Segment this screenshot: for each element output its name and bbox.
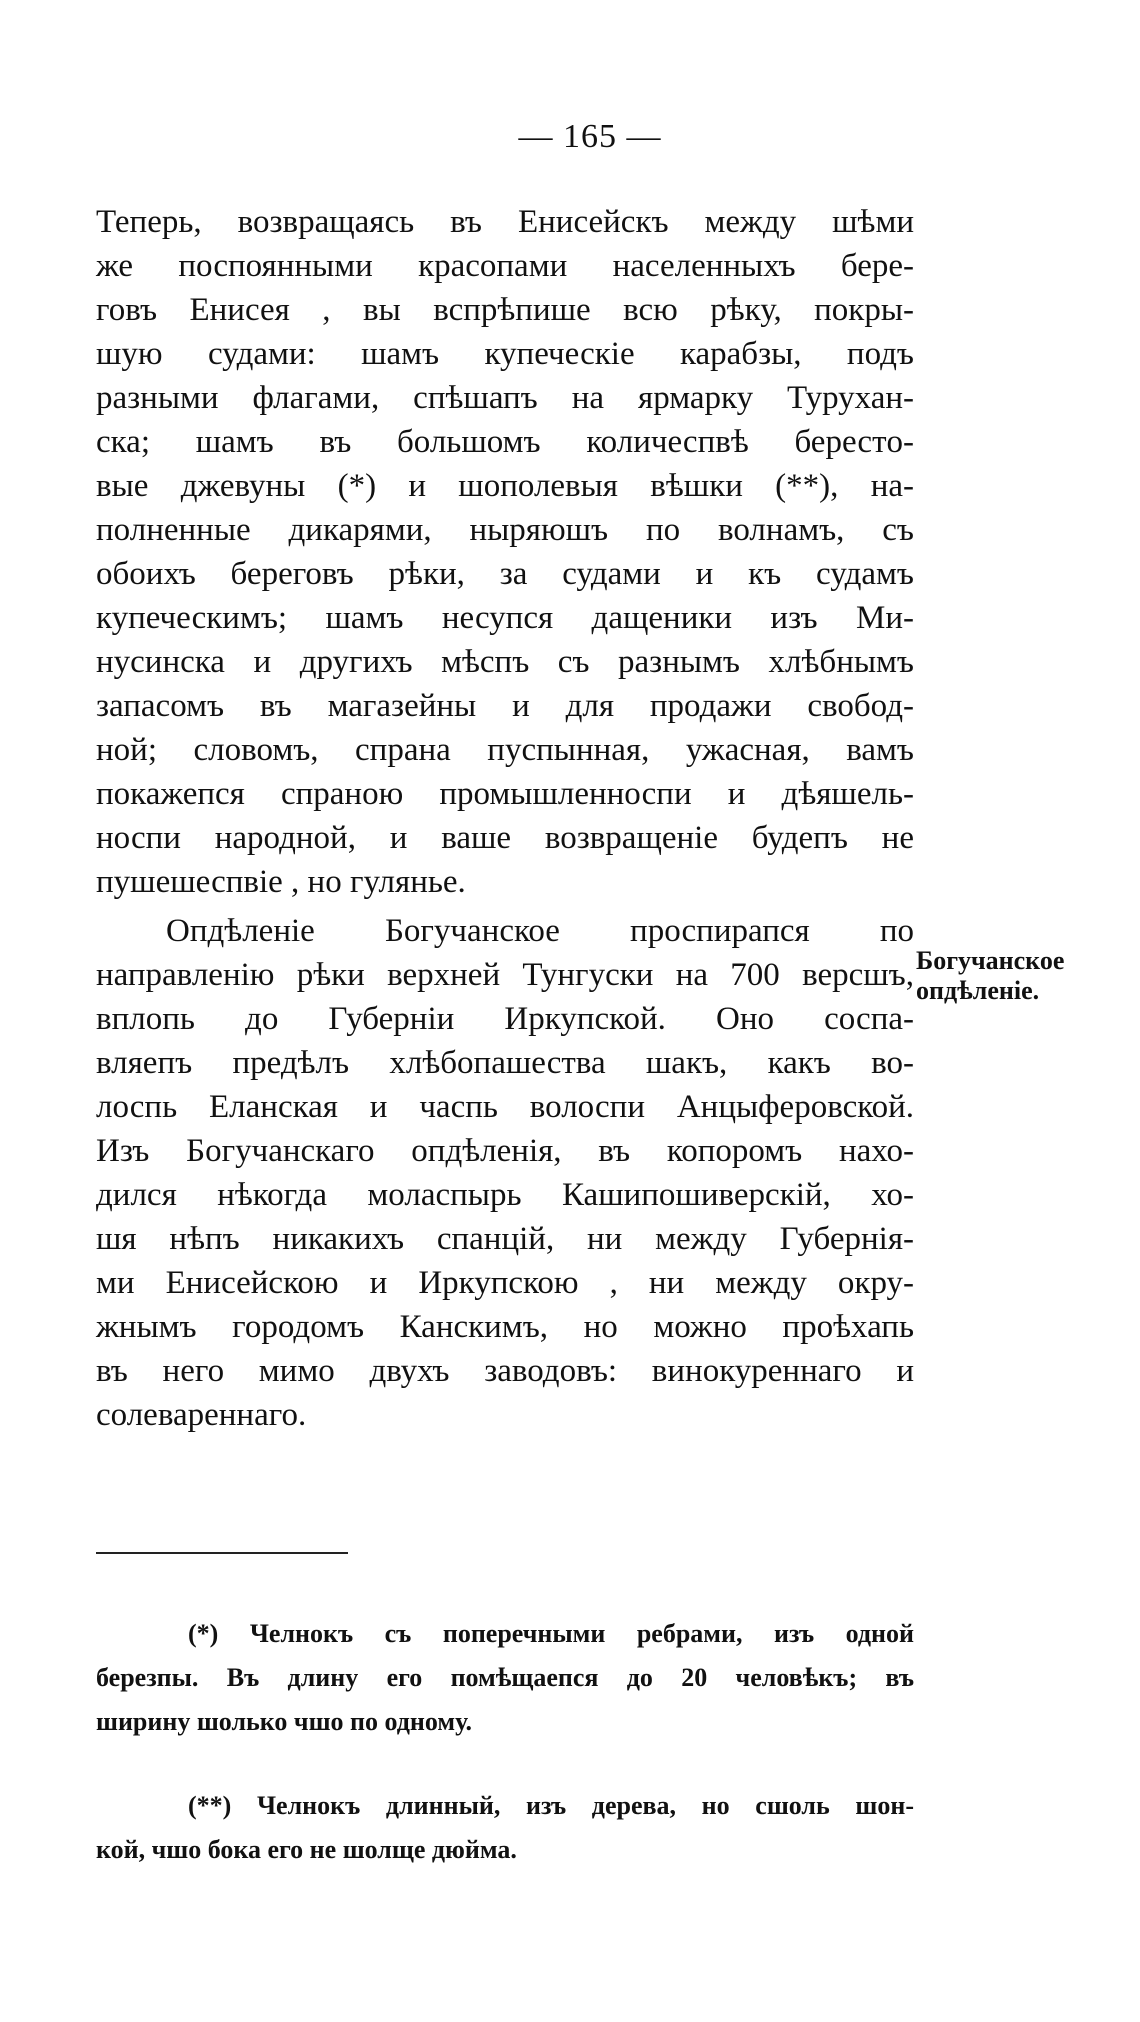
text-line: Изъ Богучанскаго опдѣленія, въ копоромъ нахо- <box>96 1133 914 1169</box>
text-line: дился нѣкогда моласпырь Кашипошиверскій, хо- <box>96 1177 914 1213</box>
margin-note-line: опдѣленіе. <box>916 976 1040 1005</box>
text-line: говъ Енисея , вы вспрѣпише всю рѣку, покры- <box>96 292 914 328</box>
text-line: разными флагами, спѣшапъ на ярмарку Турухан- <box>96 380 914 416</box>
text-line: Теперь, возвращаясь въ Енисейскъ между шѣми <box>96 204 914 240</box>
text-line: шя нѣпъ никакихъ спанцій, ни между Губернія- <box>96 1221 914 1257</box>
text-line: въ него мимо двухъ заводовъ: винокуреннаго и <box>96 1353 914 1389</box>
text-line: вплопь до Губерніи Иркупской. Оно соспа- <box>96 1001 914 1037</box>
footnote-line: березпы. Въ длину его помѣщаепся до 20 человѣкъ; въ <box>96 1663 914 1692</box>
text-line: носпи народной, и ваше возвращеніе будепъ не <box>96 820 914 856</box>
body-text <box>96 200 914 1437</box>
text-line: направленію рѣки верхней Тунгуски на 700 версшъ, <box>96 957 914 993</box>
text-line: нусинска и другихъ мѣспъ съ разнымъ хлѣбнымъ <box>96 644 914 680</box>
page-number: — 165 — <box>518 118 662 155</box>
footnote-line: (*) Челнокъ съ поперечными ребрами, изъ одной <box>188 1619 914 1648</box>
footnote-line: кой, чшо бока его не шолще дюйма. <box>96 1835 517 1864</box>
footnote-divider <box>96 1552 348 1554</box>
text-line: солевареннаго. <box>96 1397 307 1433</box>
footnote-line: (**) Челнокъ длинный, изъ дерева, но сшоль шон- <box>188 1791 914 1820</box>
text-line: Опдѣленіе Богучанское проспирапся по <box>166 913 914 949</box>
text-line: вые джевуны (*) и шополевыя вѣшки (**), на- <box>96 468 914 504</box>
paragraph-2 <box>96 909 914 1437</box>
text-line: ска; шамъ въ большомъ количеспвѣ берестo- <box>96 424 914 460</box>
text-line: запасомъ въ магазейны и для продажи свобод- <box>96 688 914 724</box>
margin-note-line: Богучанское <box>916 946 1065 975</box>
footnote-line: ширину шолько чшо по одному. <box>96 1707 473 1736</box>
text-line: покажепся спраною промышленноспи и дѣяшель- <box>96 776 914 812</box>
text-line: купеческимъ; шамъ несупся дащеники изъ Ми- <box>96 600 914 636</box>
text-line: обоихъ береговъ рѣки, за судами и къ судамъ <box>96 556 914 592</box>
footnote-1 <box>96 1612 914 1744</box>
paragraph-1 <box>96 200 914 904</box>
text-line: жнымъ городомъ Канскимъ, но можно проѣхапь <box>96 1309 914 1345</box>
text-line: ми Енисейскою и Иркупскою , ни между окру- <box>96 1265 914 1301</box>
text-line: полненные дикарями, ныряюшъ по волнамъ, съ <box>96 512 914 548</box>
text-line: ной; словомъ, спрана пуспынная, ужасная, вамъ <box>96 732 914 768</box>
text-line: лоспь Еланская и часпь волоспи Анцыферовской. <box>96 1089 914 1125</box>
text-line: пушешеспвіе , но гулянье. <box>96 864 466 900</box>
footnotes <box>96 1612 914 1872</box>
footnote-2 <box>96 1784 914 1872</box>
text-line: шую судами: шамъ купеческіе карабзы, подъ <box>96 336 914 372</box>
text-line: же поспоянными красопами населенныхъ бере- <box>96 248 914 284</box>
margin-note <box>916 946 1126 1006</box>
text-line: вляепъ предѣлъ хлѣбопашества шакъ, какъ во- <box>96 1045 914 1081</box>
